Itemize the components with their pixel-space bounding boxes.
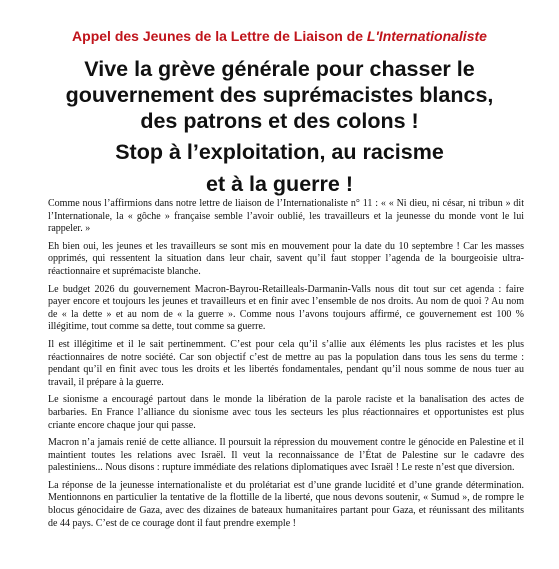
headline-line-1: Vive la grève générale pour chasser le (84, 57, 475, 81)
headline-line-4: Stop à l’exploitation, au racisme (115, 140, 444, 164)
paragraph-3: Le budget 2026 du gouvernement Macron-Bayrou-Retailleals-Darmanin-Valls nous dit tout sur cet agenda : faire payer encore et toujours les jeunes et travailleurs et en finir avec l’ensemble de nos droits. Au nom de quoi ? Au nom de « la dette » et au nom de « la guerre ». Comme nous l’avons toujours affirmé, ce gouvernement est 100 % illégitime, tout comme sa dette, tout comme sa guerre. (48, 283, 524, 333)
paragraph-1: Comme nous l’affirmions dans notre lettre de liaison de l’Internationaliste n° 11 : « « Ni dieu, ni césar, ni tribun » dit l’Internationale, la « gôche » française semble l’avoir oublié, les travailleurs et la jeunesse du monde vont le lui rappeler. » (48, 198, 524, 235)
appeal-prefix: Appel des Jeunes de la Lettre de Liaison de (72, 28, 367, 44)
headline-line-3: des patrons et des colons ! (140, 109, 419, 133)
article-body (48, 198, 524, 535)
paragraph-2: Eh bien oui, les jeunes et les travailleurs se sont mis en mouvement pour la date du 10 septembre ! Car les masses opprimés, qui ressentent la situation dans leur chair, savent qu’il faut stopper l’agenda de la bourgeoisie ultra-réactionnaire et suprémaciste blanche. (48, 240, 524, 277)
paragraph-6: Macron n’a jamais renié de cette alliance. Il poursuit la répression du mouvement contre le génocide en Palestine et il maintient toutes les relations avec Israël. Il veut la reconnaissance de l’État de Palestine sur le cadavre des palestiniens... Nous disons : rupture immédiate des relations diplomatiques avec Israël ! Le reste n’est que diversion. (48, 437, 524, 474)
paragraph-5: Le sionisme a encouragé partout dans le monde la libération de la parole raciste et la banalisation des actes de barbaries. En France l’alliance du sionisme avec tous les secteurs les plus réactionnaires et opportunistes est plus criante encore chaque jour qui passe. (48, 394, 524, 431)
appeal-header (0, 28, 559, 44)
publication-name: L'Internationaliste (366, 28, 487, 44)
paragraph-4: Il est illégitime et il le sait pertinemment. C’est pour cela qu’il s’allie aux éléments les plus racistes et les plus réactionnaires de notre société. Car son objectif c’est de mettre au pas la population dans tous les sens du terme : pendant qu’il en finit avec tous les droits et les libertés fondamentales, pendant qu’il nous somme de nous tuer au travail, il prépare à la guerre. (48, 338, 524, 388)
paragraph-7: La réponse de la jeunesse internationaliste et du prolétariat est d’une grande lucidité et d’une grande détermination. Mentionnons en particulier la tentative de la flottille de la liberté, que nous devons soutenir, « Sumud », de rompre le blocus génocidaire de Gaza, avec des dizaines de bateaux humanitaires partant pour Gaza, et réunissant des militants de 44 pays. C’est de ce courage dont il faut prendre exemple ! (48, 479, 524, 529)
headline-line-5: et à la guerre ! (206, 172, 353, 196)
headline-line-2: gouvernement des suprémacistes blancs, (65, 83, 494, 107)
